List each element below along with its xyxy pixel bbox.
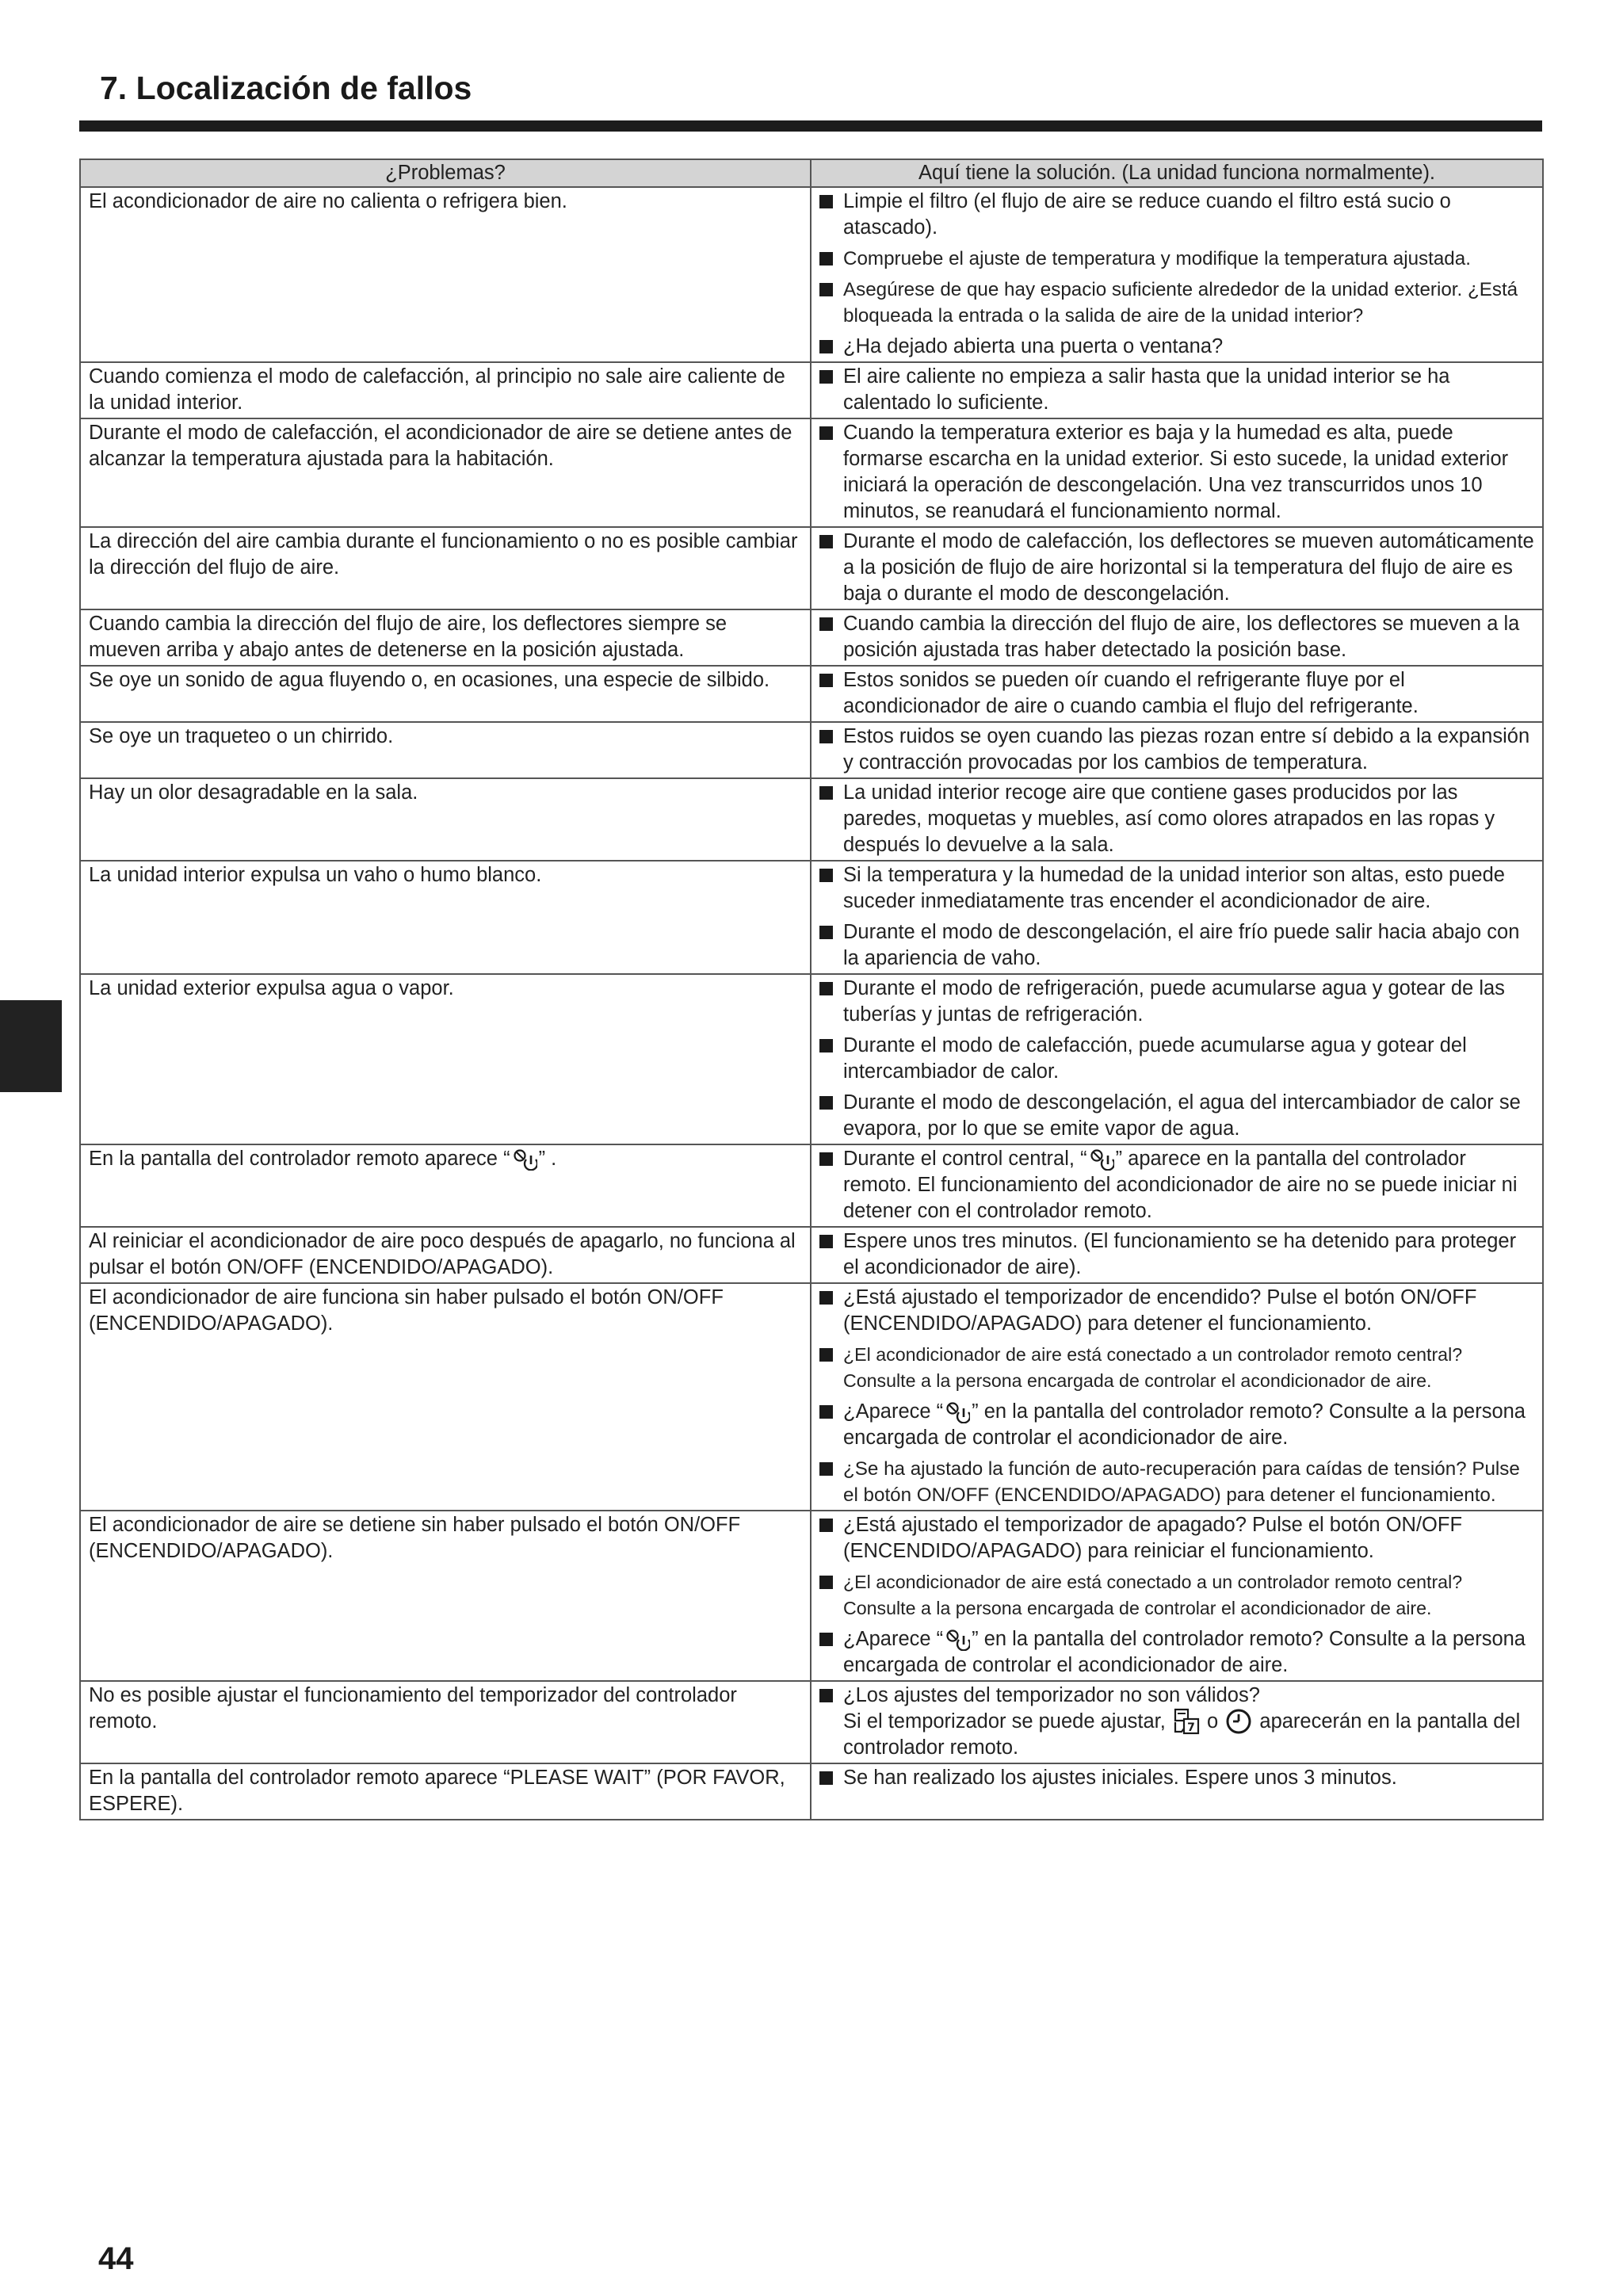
solution-text: Durante el modo de refrigeración, puede acumularse agua y gotear de las tuberías y juntas de refrigeración. bbox=[843, 977, 1505, 1026]
bullet-square-icon bbox=[819, 1462, 833, 1476]
problem-cell: Se oye un traqueteo o un chirrido. bbox=[80, 722, 811, 778]
bullet-square-icon bbox=[819, 426, 833, 440]
table-row bbox=[80, 722, 1543, 778]
solution-item bbox=[819, 724, 1534, 776]
problem-cell bbox=[80, 1144, 811, 1227]
table-row bbox=[80, 861, 1543, 974]
bullet-square-icon bbox=[819, 1096, 833, 1110]
bullet-square-icon bbox=[819, 1405, 833, 1419]
solution-text: ¿Se ha ajustado la función de auto-recuperación para caídas de tensión? Pulse el botón ON/OFF (ENCENDIDO/APAGADO) para detener el funcionamiento. bbox=[843, 1458, 1520, 1506]
bullet-square-icon bbox=[819, 370, 833, 384]
solution-cell bbox=[811, 666, 1543, 722]
solution-text: Estos ruidos se oyen cuando las piezas rozan entre sí debido a la expansión y contracción provocadas por los cambios de temperatura. bbox=[843, 725, 1530, 774]
table-row bbox=[80, 1763, 1543, 1820]
problem-text: ” . bbox=[538, 1148, 557, 1170]
table-row bbox=[80, 609, 1543, 666]
table-row bbox=[80, 1511, 1543, 1681]
solution-item bbox=[819, 1146, 1534, 1224]
solution-item bbox=[819, 667, 1534, 720]
table-row bbox=[80, 527, 1543, 609]
problem-cell: La dirección del aire cambia durante el funcionamiento o no es posible cambiar la dirección del flujo de aire. bbox=[80, 527, 811, 609]
solution-item bbox=[819, 1569, 1534, 1622]
problem-text: En la pantalla del controlador remoto aparece “ bbox=[89, 1148, 510, 1170]
bullet-square-icon bbox=[819, 252, 833, 266]
bullet-square-icon bbox=[819, 195, 833, 208]
solution-text-part: ¿Aparece “ bbox=[843, 1400, 944, 1423]
table-row bbox=[80, 1283, 1543, 1511]
solution-cell bbox=[811, 1227, 1543, 1283]
solution-item bbox=[819, 1228, 1534, 1281]
solution-text: Si la temperatura y la humedad de la unidad interior son altas, esto puede suceder inmediatamente tras encender el acondicionador de aire. bbox=[843, 864, 1505, 912]
bullet-square-icon bbox=[819, 535, 833, 548]
solution-text: Compruebe el ajuste de temperatura y modifique la temperatura ajustada. bbox=[843, 248, 1471, 269]
problem-cell: La unidad interior expulsa un vaho o humo blanco. bbox=[80, 861, 811, 974]
solution-item bbox=[819, 364, 1534, 416]
bullet-square-icon bbox=[819, 283, 833, 296]
bullet-square-icon bbox=[819, 982, 833, 995]
solution-cell bbox=[811, 1283, 1543, 1511]
solution-text: Se han realizado los ajustes iniciales. Espere unos 3 minutos. bbox=[843, 1767, 1397, 1789]
solution-text: ¿Está ajustado el temporizador de encendido? Pulse el botón ON/OFF (ENCENDIDO/APAGADO) para detener el funcionamiento. bbox=[843, 1286, 1477, 1335]
solution-text-part: ¿Aparece “ bbox=[843, 1628, 944, 1650]
solution-text: Estos sonidos se pueden oír cuando el refrigerante fluye por el acondicionador de aire o cuando cambia el flujo del refrigerante. bbox=[843, 669, 1419, 717]
solution-text-part: ” en la pantalla del controlador remoto? Consulte a la persona encargada de controlar el acondicionador de aire. bbox=[843, 1400, 1526, 1449]
solution-text-part: ” aparece en la pantalla del controlador remoto. El funcionamiento del acondicionador de aire no se puede iniciar ni detener con el controlador remoto. bbox=[843, 1148, 1518, 1222]
problem-cell: En la pantalla del controlador remoto aparece “PLEASE WAIT” (POR FAVOR, ESPERE). bbox=[80, 1763, 811, 1820]
solution-cell bbox=[811, 1144, 1543, 1227]
solution-text: Durante el modo de descongelación, el agua del intercambiador de calor se evapora, por lo que se emite vapor de agua. bbox=[843, 1091, 1521, 1140]
solution-item bbox=[819, 189, 1534, 241]
bullet-square-icon bbox=[819, 1291, 833, 1305]
solution-item bbox=[819, 862, 1534, 915]
solution-text: Espere unos tres minutos. (El funcionamiento se ha detenido para proteger el acondicionador de aire). bbox=[843, 1230, 1517, 1278]
solution-text: La unidad interior recoge aire que contiene gases producidos por las paredes, moquetas y muebles, así como olores atrapados en las ropas y después lo devuelve a la sala. bbox=[843, 781, 1495, 856]
solution-text: ¿El acondicionador de aire está conectado a un controlador remoto central? Consulte a la persona encargada de controlar el acondicionador de aire. bbox=[843, 1344, 1463, 1391]
bullet-square-icon bbox=[819, 1519, 833, 1532]
solution-cell bbox=[811, 778, 1543, 861]
bullet-square-icon bbox=[819, 1039, 833, 1052]
solution-text bbox=[843, 1146, 1534, 1224]
solution-cell bbox=[811, 1511, 1543, 1681]
central-control-icon bbox=[945, 1627, 970, 1651]
solution-item bbox=[819, 1399, 1534, 1451]
problem-cell: No es posible ajustar el funcionamiento del temporizador del controlador remoto. bbox=[80, 1681, 811, 1763]
problem-cell: El acondicionador de aire se detiene sin haber pulsado el botón ON/OFF (ENCENDIDO/APAGADO). bbox=[80, 1511, 811, 1681]
problem-cell: Hay un olor desagradable en la sala. bbox=[80, 778, 811, 861]
table-row bbox=[80, 974, 1543, 1144]
table-header-row bbox=[80, 159, 1543, 187]
weekly-timer-icon bbox=[1173, 1708, 1200, 1735]
solution-item bbox=[819, 1033, 1534, 1085]
solution-item bbox=[819, 611, 1534, 663]
problem-cell: Se oye un sonido de agua fluyendo o, en ocasiones, una especie de silbido. bbox=[80, 666, 811, 722]
bullet-square-icon bbox=[819, 1348, 833, 1362]
table-row bbox=[80, 418, 1543, 527]
solution-item bbox=[819, 1512, 1534, 1564]
problem-cell: Durante el modo de calefacción, el acondicionador de aire se detiene antes de alcanzar la temperatura ajustada para la habitación. bbox=[80, 418, 811, 527]
solution-column-header: Aquí tiene la solución. (La unidad funciona normalmente). bbox=[811, 159, 1543, 187]
solution-text: Asegúrese de que hay espacio suficiente alrededor de la unidad exterior. ¿Está bloqueada la entrada o la salida de aire de la unidad interior? bbox=[843, 279, 1518, 327]
solution-item bbox=[819, 529, 1534, 607]
solution-text: ¿El acondicionador de aire está conectado a un controlador remoto central? Consulte a la persona encargada de controlar el acondicionador de aire. bbox=[843, 1572, 1463, 1618]
solution-item bbox=[819, 976, 1534, 1028]
solution-cell bbox=[811, 722, 1543, 778]
solution-item bbox=[819, 1626, 1534, 1679]
central-control-icon bbox=[512, 1147, 537, 1171]
title-rule bbox=[79, 120, 1542, 132]
solution-cell bbox=[811, 609, 1543, 666]
table-row bbox=[80, 1681, 1543, 1763]
solution-item bbox=[819, 334, 1534, 360]
solution-cell bbox=[811, 187, 1543, 362]
solution-item bbox=[819, 1456, 1534, 1508]
solution-cell bbox=[811, 861, 1543, 974]
solution-text: Cuando cambia la dirección del flujo de aire, los deflectores se mueven a la posición ajustada tras haber detectado la posición base. bbox=[843, 613, 1520, 661]
bullet-square-icon bbox=[819, 1576, 833, 1589]
solution-text bbox=[843, 1626, 1534, 1679]
problem-cell: La unidad exterior expulsa agua o vapor. bbox=[80, 974, 811, 1144]
solution-cell bbox=[811, 362, 1543, 418]
solution-text: ¿Ha dejado abierta una puerta o ventana? bbox=[843, 335, 1224, 357]
problem-cell: Al reiniciar el acondicionador de aire poco después de apagarlo, no funciona al pulsar el botón ON/OFF (ENCENDIDO/APAGADO). bbox=[80, 1227, 811, 1283]
bullet-square-icon bbox=[819, 1771, 833, 1785]
problem-cell: El acondicionador de aire funciona sin haber pulsado el botón ON/OFF (ENCENDIDO/APAGADO). bbox=[80, 1283, 811, 1511]
solution-text: Cuando la temperatura exterior es baja y la humedad es alta, puede formarse escarcha en la unidad exterior. Si esto sucede, la unidad exterior iniciará la operación de descongelación. Una vez transcurridos unos 10 minutos, se reanudará el funcionamiento normal. bbox=[843, 422, 1509, 522]
problem-cell: Cuando comienza el modo de calefacción, al principio no sale aire caliente de la unidad interior. bbox=[80, 362, 811, 418]
bullet-square-icon bbox=[819, 730, 833, 743]
page-number: 44 bbox=[98, 2241, 134, 2276]
table-row bbox=[80, 187, 1543, 362]
troubleshooting-table bbox=[79, 159, 1544, 1820]
solution-item bbox=[819, 1342, 1534, 1394]
bullet-square-icon bbox=[819, 926, 833, 939]
bullet-square-icon bbox=[819, 340, 833, 353]
solution-text-part: aparecerán en la pantalla del controlador remoto. bbox=[843, 1710, 1521, 1759]
problem-cell: Cuando cambia la dirección del flujo de aire, los deflectores siempre se mueven arriba y abajo antes de detenerse en la posición ajustada. bbox=[80, 609, 811, 666]
solution-item bbox=[819, 919, 1534, 972]
clock-icon bbox=[1225, 1708, 1252, 1735]
solution-text: El aire caliente no empieza a salir hasta que la unidad interior se ha calentado lo suficiente. bbox=[843, 365, 1450, 414]
solution-item bbox=[819, 1090, 1534, 1142]
solution-text: Durante el modo de calefacción, puede acumularse agua y gotear del intercambiador de calor. bbox=[843, 1034, 1467, 1083]
bullet-square-icon bbox=[819, 1235, 833, 1248]
solution-text-part: ” en la pantalla del controlador remoto? Consulte a la persona encargada de controlar el acondicionador de aire. bbox=[843, 1628, 1526, 1676]
table-row bbox=[80, 1227, 1543, 1283]
solution-text bbox=[843, 1683, 1534, 1761]
solution-item bbox=[819, 1285, 1534, 1337]
solution-item bbox=[819, 277, 1534, 329]
table-row bbox=[80, 362, 1543, 418]
central-control-icon bbox=[1089, 1147, 1114, 1171]
bullet-square-icon bbox=[819, 1152, 833, 1166]
table-row bbox=[80, 778, 1543, 861]
solution-text-part: ¿Los ajustes del temporizador no son válidos? bbox=[843, 1684, 1260, 1706]
solution-item bbox=[819, 246, 1534, 272]
bullet-square-icon bbox=[819, 1689, 833, 1702]
solution-text-part: Si el temporizador se puede ajustar, bbox=[843, 1710, 1166, 1733]
solution-cell bbox=[811, 974, 1543, 1144]
solution-item bbox=[819, 780, 1534, 858]
table-row bbox=[80, 1144, 1543, 1227]
solution-text-part: Durante el control central, “ bbox=[843, 1148, 1087, 1170]
solution-item bbox=[819, 420, 1534, 525]
page-title: 7. Localización de fallos bbox=[100, 70, 472, 106]
solution-text: ¿Está ajustado el temporizador de apagado? Pulse el botón ON/OFF (ENCENDIDO/APAGADO) para reiniciar el funcionamiento. bbox=[843, 1514, 1463, 1562]
problem-column-header: ¿Problemas? bbox=[80, 159, 811, 187]
solution-item bbox=[819, 1765, 1534, 1791]
solution-text: Limpie el filtro (el flujo de aire se reduce cuando el filtro está sucio o atascado). bbox=[843, 190, 1451, 239]
central-control-icon bbox=[945, 1400, 970, 1423]
section-tab bbox=[0, 1000, 62, 1092]
solution-cell bbox=[811, 527, 1543, 609]
bullet-square-icon bbox=[819, 1633, 833, 1646]
problem-cell: El acondicionador de aire no calienta o refrigera bien. bbox=[80, 187, 811, 362]
solution-text: Durante el modo de calefacción, los deflectores se mueven automáticamente a la posición de flujo de aire horizontal si la temperatura del flujo de aire es baja o durante el modo de descongelación. bbox=[843, 530, 1534, 605]
bullet-square-icon bbox=[819, 869, 833, 882]
svg-text:7: 7 bbox=[1187, 1721, 1195, 1735]
solution-cell bbox=[811, 418, 1543, 527]
solution-text: Durante el modo de descongelación, el aire frío puede salir hacia abajo con la apariencia de vaho. bbox=[843, 921, 1520, 969]
table-row bbox=[80, 666, 1543, 722]
solution-cell bbox=[811, 1763, 1543, 1820]
solution-text bbox=[843, 1399, 1534, 1451]
solution-text-part: o bbox=[1207, 1710, 1219, 1733]
bullet-square-icon bbox=[819, 786, 833, 800]
solution-cell bbox=[811, 1681, 1543, 1763]
bullet-square-icon bbox=[819, 674, 833, 687]
bullet-square-icon bbox=[819, 617, 833, 631]
solution-item bbox=[819, 1683, 1534, 1761]
